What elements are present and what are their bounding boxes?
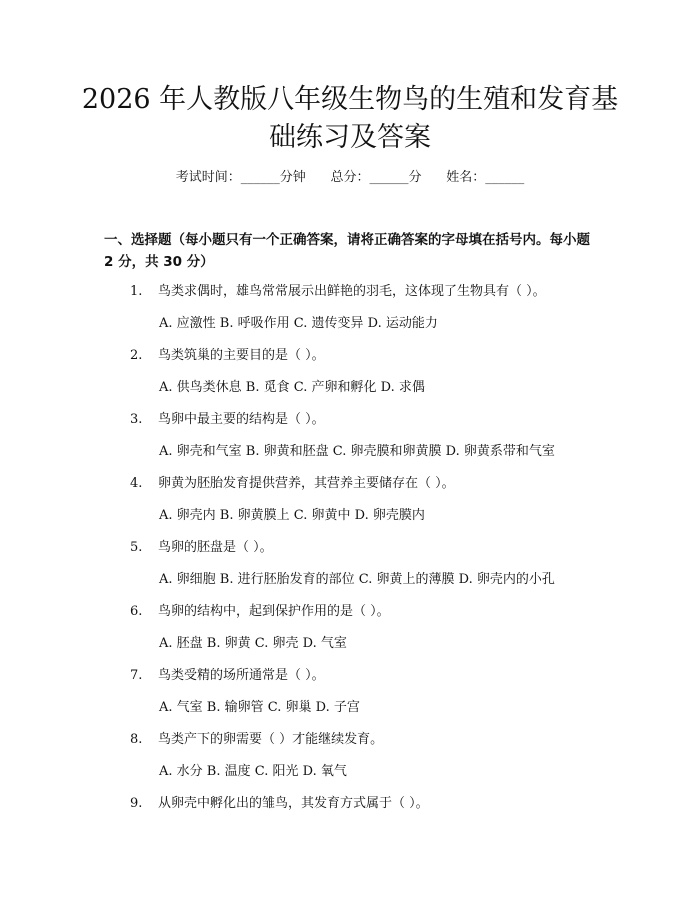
question-5-options: A. 卵细胞 B. 进行胚胎发育的部位 C. 卵黄上的薄膜 D. 卵壳内的小孔 (159, 572, 555, 587)
question-3 (130, 410, 600, 430)
question-text: 从卵壳中孵化出的雏鸟，其发育方式属于（ ）。 (158, 796, 429, 811)
question-number: 9. (130, 796, 143, 811)
question-1-options: A. 应激性 B. 呼吸作用 C. 遗传变异 D. 运动能力 (159, 316, 438, 331)
question-6-options: A. 胚盘 B. 卵黄 C. 卵壳 D. 气室 (159, 636, 347, 651)
question-number: 3. (130, 412, 143, 427)
question-text: 鸟卵中最主要的结构是（ ）。 (158, 412, 325, 427)
question-number: 1. (130, 284, 143, 299)
question-text: 鸟类求偶时，雄鸟常常展示出鲜艳的羽毛，这体现了生物具有（ ）。 (158, 284, 546, 299)
document-title-line2: 础练习及答案 (269, 122, 431, 153)
exam-info-line: 考试时间：______分钟 总分：______分 姓名：______ (175, 170, 525, 185)
question-number: 5. (130, 540, 143, 555)
question-6 (130, 602, 600, 622)
question-3-options: A. 卵壳和气室 B. 卵黄和胚盘 C. 卵壳膜和卵黄膜 D. 卵黄系带和气室 (159, 444, 555, 459)
question-number: 7. (130, 668, 143, 683)
question-9 (130, 794, 600, 814)
question-7 (130, 666, 600, 686)
question-text: 卵黄为胚胎发育提供营养，其营养主要储存在（ ）。 (158, 476, 455, 491)
question-text: 鸟类产下的卵需要（ ）才能继续发育。 (158, 732, 384, 747)
question-7-options: A. 气室 B. 输卵管 C. 卵巢 D. 子宫 (159, 700, 360, 715)
question-2 (130, 346, 600, 366)
question-5 (130, 538, 600, 558)
question-4 (130, 474, 600, 494)
question-text: 鸟卵的结构中，起到保护作用的是（ ）。 (158, 604, 390, 619)
question-text: 鸟类筑巢的主要目的是（ ）。 (158, 348, 325, 363)
question-2-options: A. 供鸟类休息 B. 觅食 C. 产卵和孵化 D. 求偶 (159, 380, 425, 395)
question-number: 8. (130, 732, 143, 747)
question-8 (130, 730, 600, 750)
section-title-choice: 一、选择题（每小题只有一个正确答案，请将正确答案的字母填在括号内。每小题 2 分，共 30 分） (104, 232, 590, 270)
question-8-options: A. 水分 B. 温度 C. 阳光 D. 氧气 (159, 764, 347, 779)
question-1 (130, 282, 600, 302)
question-number: 4. (130, 476, 143, 491)
question-4-options: A. 卵壳内 B. 卵黄膜上 C. 卵黄中 D. 卵壳膜内 (159, 508, 425, 523)
question-number: 2. (130, 348, 143, 363)
question-number: 6. (130, 604, 143, 619)
question-text: 鸟类受精的场所通常是（ ）。 (158, 668, 325, 683)
question-text: 鸟卵的胚盘是（ ）。 (158, 540, 273, 555)
document-title-line1: 2026 年人教版八年级生物鸟的生殖和发育基 (81, 84, 619, 115)
